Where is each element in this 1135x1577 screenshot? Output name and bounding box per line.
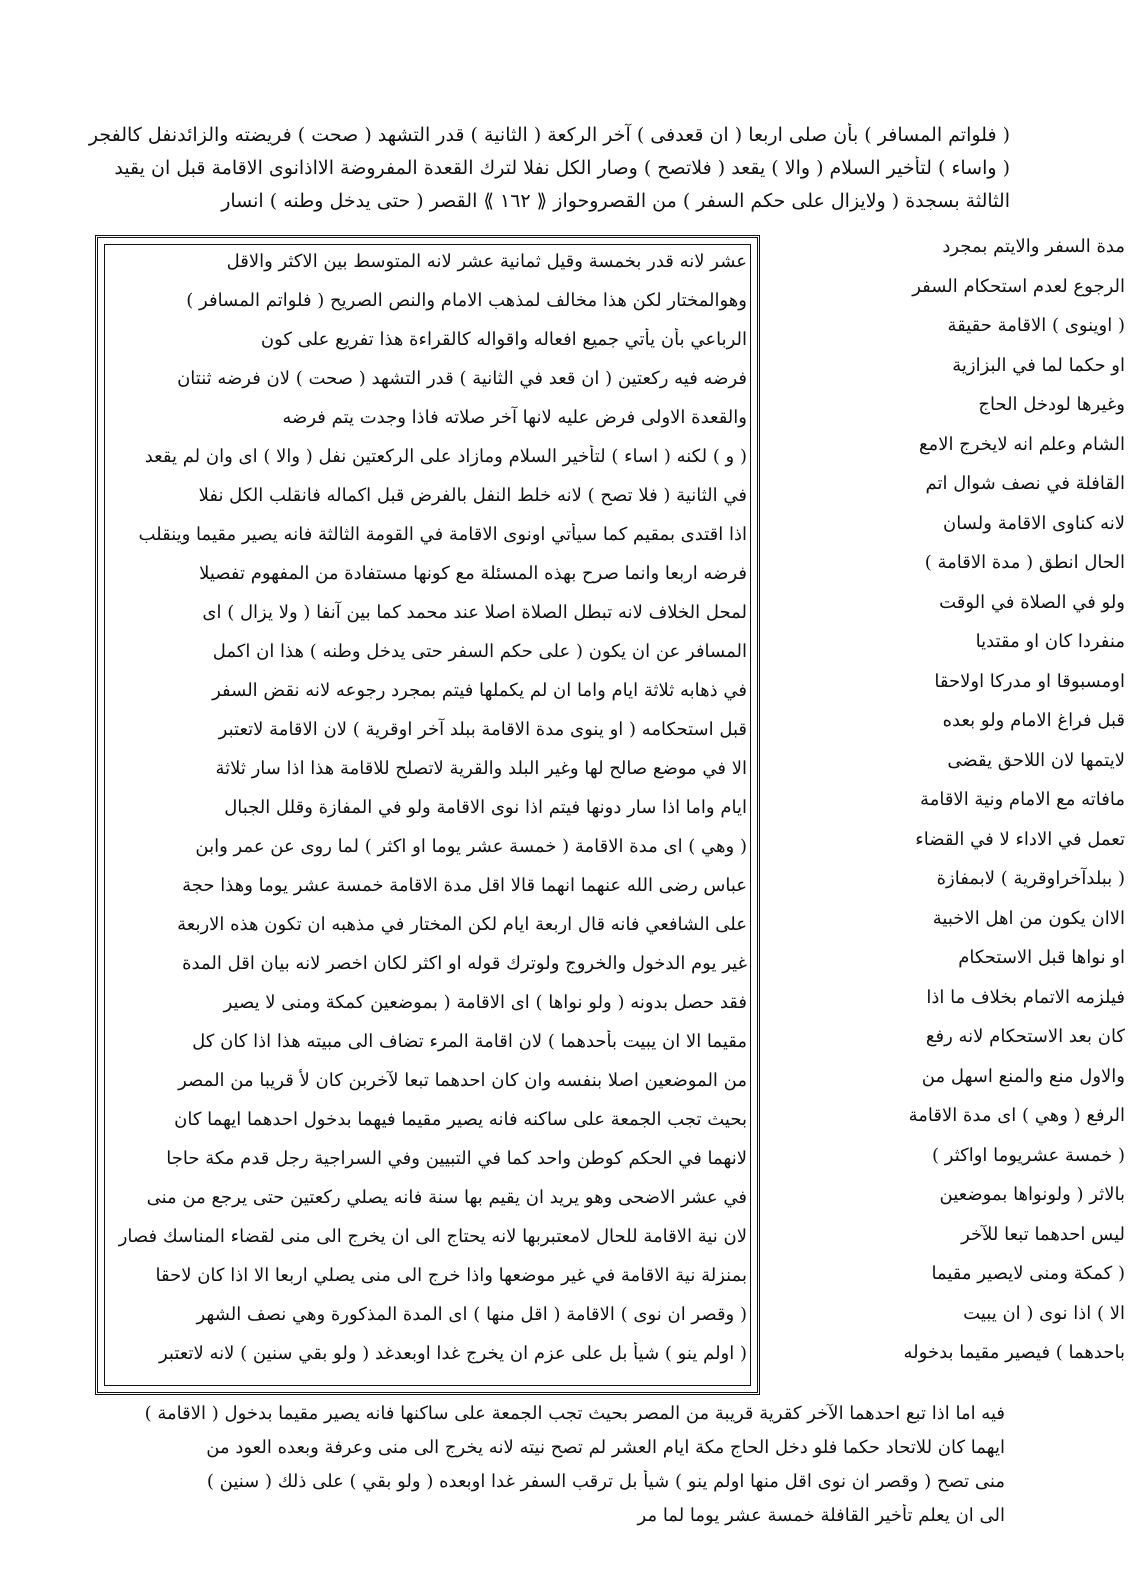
box-line: من الموضعين اصلا بنفسه وان كان احدهما تبعا لآخربن كان لأ قريبا من المصر (178, 1070, 747, 1091)
box-line: بمنزلة نية الاقامة في غير موضعها واذا خرج الى منى يصلي اربعا الا اذا كان لاحقا (155, 1265, 747, 1286)
side-line: الا ) اذا نوى ( ان يبيت (963, 1303, 1125, 1324)
side-line: ( كمكة ومنى لايصير مقيما (931, 1263, 1125, 1284)
box-line: مقيما الا ان يبيت بأحدهما ) لان اقامة المرء تضاف الى مبيته هذا اذا كان كل (192, 1031, 747, 1052)
side-line: قبل فراغ الامام ولو بعده (942, 710, 1125, 731)
box-line: على الشافعي فانه قال اربعة ايام لكن المختار في مذهبه ان تكون هذه الاربعة (177, 914, 747, 935)
header-continuation: ( حتى يدخل وطنه ) انسار (221, 190, 424, 212)
bottom-line-3: منى تصح ( وقصر ان نوى اقل منها اولم ينو ) شيأ بل ترقب السفر غدا اوبعده ( ولو بقي ) على ذلك ( سنين ) (206, 1471, 1005, 1492)
box-line: الرباعي بأن يأتي جميع افعاله واقواله كالقراءة هذا تفريع على كون (260, 329, 747, 350)
box-line: في الثانية ( فلا تصح ) لانه خلط النفل بالفرض قبل اكماله فانقلب الكل نفلا (198, 485, 747, 506)
header-line (10, 189, 1010, 213)
section-word: القصر (429, 190, 478, 212)
side-line: ( اوينوى ) الاقامة حقيقة (947, 315, 1125, 336)
side-line: الشام وعلم انه لايخرج الامع (918, 434, 1125, 455)
top-line-2: ( واساء ) لتأخير السلام ( والا ) يقعد ( فلاتصح ) وصار الكل نفلا لترك القعدة المفروضة الااذانوى الاقامة قبل ان يقيد (114, 157, 1010, 179)
side-line: ولو في الصلاة في الوقت (939, 592, 1125, 613)
ornament-right-icon: ⟪ (530, 190, 548, 212)
side-line: القافلة في نصف شوال اتم (925, 473, 1125, 494)
box-line: ( وهي ) اى مدة الاقامة ( خمسة عشر يوما او اكثر ) لما روى عن عمر وابن (195, 836, 747, 857)
box-line: فرضه اربعا وانما صرح بهذه المسئلة مع كونها مستفادة من المفهوم تفصيلا (199, 563, 747, 584)
side-line: اومسبوقا او مدركا اولاحقا (934, 671, 1125, 692)
commentary-box (95, 235, 760, 1395)
box-line: والقعدة الاولى فرض عليه لانها آخر صلاته فاذا وجدت يتم فرضه (282, 407, 747, 428)
box-line: اذا اقتدى بمقيم كما سيأتي اونوى الاقامة في القومة الثالثة فانه يصير مقيما وينقلب (138, 524, 747, 545)
side-column (760, 235, 1135, 1395)
box-line: وهوالمختار لكن هذا مخالف لمذهب الامام والنص الصريح ( فلواتم المسافر ) (186, 290, 747, 311)
box-line: فقد حصل بدونه ( ولو نواها ) اى الاقامة ( بموضعين كمكة ومنى لا يصير (223, 992, 747, 1013)
box-line: المسافر عن ان يكون ( على حكم السفر حتى يدخل وطنه ) هذا ان اكمل (212, 641, 747, 662)
box-line: في عشر الاضحى وهو يريد ان يقيم بها سنة فانه يصلي ركعتين حتى يرجع من منى (146, 1187, 747, 1208)
side-line: الرجوع لعدم استحكام السفر (912, 276, 1125, 297)
top-line-3: الثالثة بسجدة ( ولايزال على حكم السفر ) من القصروحواز (553, 190, 1010, 212)
box-line: لانهما في الحكم كوطن واحد كما في التبيين وفي السراجية رجل قدم مكة حاجا (166, 1148, 747, 1169)
ornament-left-icon: ⟫ (477, 190, 494, 212)
box-line: ( وقصر ان نوى ) الاقامة ( اقل منها ) اى المدة المذكورة وهي نصف الشهر (196, 1304, 747, 1325)
side-line: ليس احدهما تبعا للآخر (961, 1224, 1125, 1245)
side-line: او حكما لما في البزازية (952, 355, 1125, 376)
box-line: ( و ) لكنه ( اساء ) لتأخير السلام ومازاد على الركعتين نفل ( والا ) اى وان لم يقعد (144, 446, 747, 467)
box-line: غير يوم الدخول والخروج ولوترك قوله او اكثر لكان اخصر لانه بيان اقل المدة (182, 953, 747, 974)
top-line-1: ( فلواتم المسافر ) بأن صلى اربعا ( ان قعدفى ) آخر الركعة ( الثانية ) قدر التشهد ( صحت ) فريضته والزائدنفل كالفجر (88, 124, 1010, 146)
page-number: ١٦٢ (500, 190, 531, 212)
side-line: فيلزمه الاتمام بخلاف ما اذا (926, 987, 1125, 1008)
box-line: ( اولم ينو ) شيأ بل على عزم ان يخرج غدا اوبعدغد ( ولو بقي سنين ) لانه لاتعتبر (158, 1343, 747, 1364)
side-line: منفردا كان او مقتديا (975, 631, 1125, 652)
side-line: الحال انطق ( مدة الاقامة ) (924, 552, 1125, 573)
side-line: ( خمسة عشريوما اواكثر ) (932, 1145, 1125, 1166)
side-line: مدة السفر والايتم بمجرد (942, 236, 1125, 257)
box-line: ايام واما اذا سار دونها فيتم اذا نوى الاقامة ولو في المفازة وقلل الجبال (224, 797, 747, 818)
bottom-line-2: ايهما كان للاتحاد حكما فلو دخل الحاج مكة ايام العشر لم تصح نيته لانه يخرج الى منى وعرفة وبعده العود من (206, 1437, 1005, 1458)
box-line: بحيث تجب الجمعة على ساكنه فانه يصير مقيما فيهما بدخول احدهما ايهما كان (174, 1109, 747, 1130)
bottom-line-4: الى ان يعلم تأخير القافلة خمسة عشر يوما لما مر (637, 1505, 1005, 1526)
box-line: في ذهابه ثلاثة ايام واما ان لم يكملها فيتم بمجرد رجوعه لانه نقض السفر (212, 680, 747, 701)
side-line: وغيرها لودخل الحاج (978, 394, 1125, 415)
box-line: قبل استحكامه ( او ينوى مدة الاقامة ببلد آخر اوقرية ) لان الاقامة لاتعتبر (218, 719, 747, 740)
box-line: لان نية الاقامة للحال لامعتبربها لانه يحتاج الى ان يخرج الى منى لقضاء المناسك فصار (118, 1226, 747, 1247)
box-line: لمحل الخلاف لانه تبطل الصلاة اصلا عند محمد كما بين آنفا ( ولا يزال ) اى (202, 602, 747, 623)
side-line: لايتمها لان اللاحق يقضى (947, 750, 1125, 771)
side-line: باحدهما ) فيصير مقيما بدخوله (903, 1342, 1125, 1363)
side-line: كان بعد الاستحكام لانه رفع (925, 1026, 1125, 1047)
side-line: تعمل في الاداء لا في القضاء (915, 829, 1125, 850)
side-line: الاان يكون من اهل الاخبية (932, 908, 1125, 929)
side-line: والاول منع والمنع اسهل من (921, 1066, 1125, 1087)
box-line: عباس رضى الله عنهما انهما قالا اقل مدة الاقامة خمسة عشر يوما وهذا حجة (182, 875, 747, 896)
side-line: بالاثر ( ولونواها بموضعين (939, 1184, 1125, 1205)
side-line: ( ببلدآخراوقرية ) لابمفازة (936, 868, 1125, 889)
box-line: الا في موضع صالح لها وغير البلد والقرية لاتصلح للاقامة هذا اذا سار ثلاثة (215, 758, 747, 779)
box-line: فرضه فيه ركعتين ( ان قعد في الثانية ) قدر التشهد ( صحت ) لان فرضه ثنتان (177, 368, 747, 389)
box-line: عشر لانه قدر بخمسة وقيل ثمانية عشر لانه المتوسط بين الاكثر والاقل (226, 251, 747, 272)
side-line: لانه كناوى الاقامة ولسان (943, 513, 1125, 534)
side-line: الرفع ( وهي ) اى مدة الاقامة (908, 1105, 1125, 1126)
bottom-line-1: فيه اما اذا تبع احدهما الآخر كقرية قريبة من المصر بحيث تجب الجمعة على ساكنها فانه يصير مقيما بدخول ( الاقامة ) (144, 1403, 1005, 1424)
side-line: او نواها قبل الاستحكام (958, 947, 1125, 968)
side-line: مافاته مع الامام ونية الاقامة (920, 789, 1125, 810)
